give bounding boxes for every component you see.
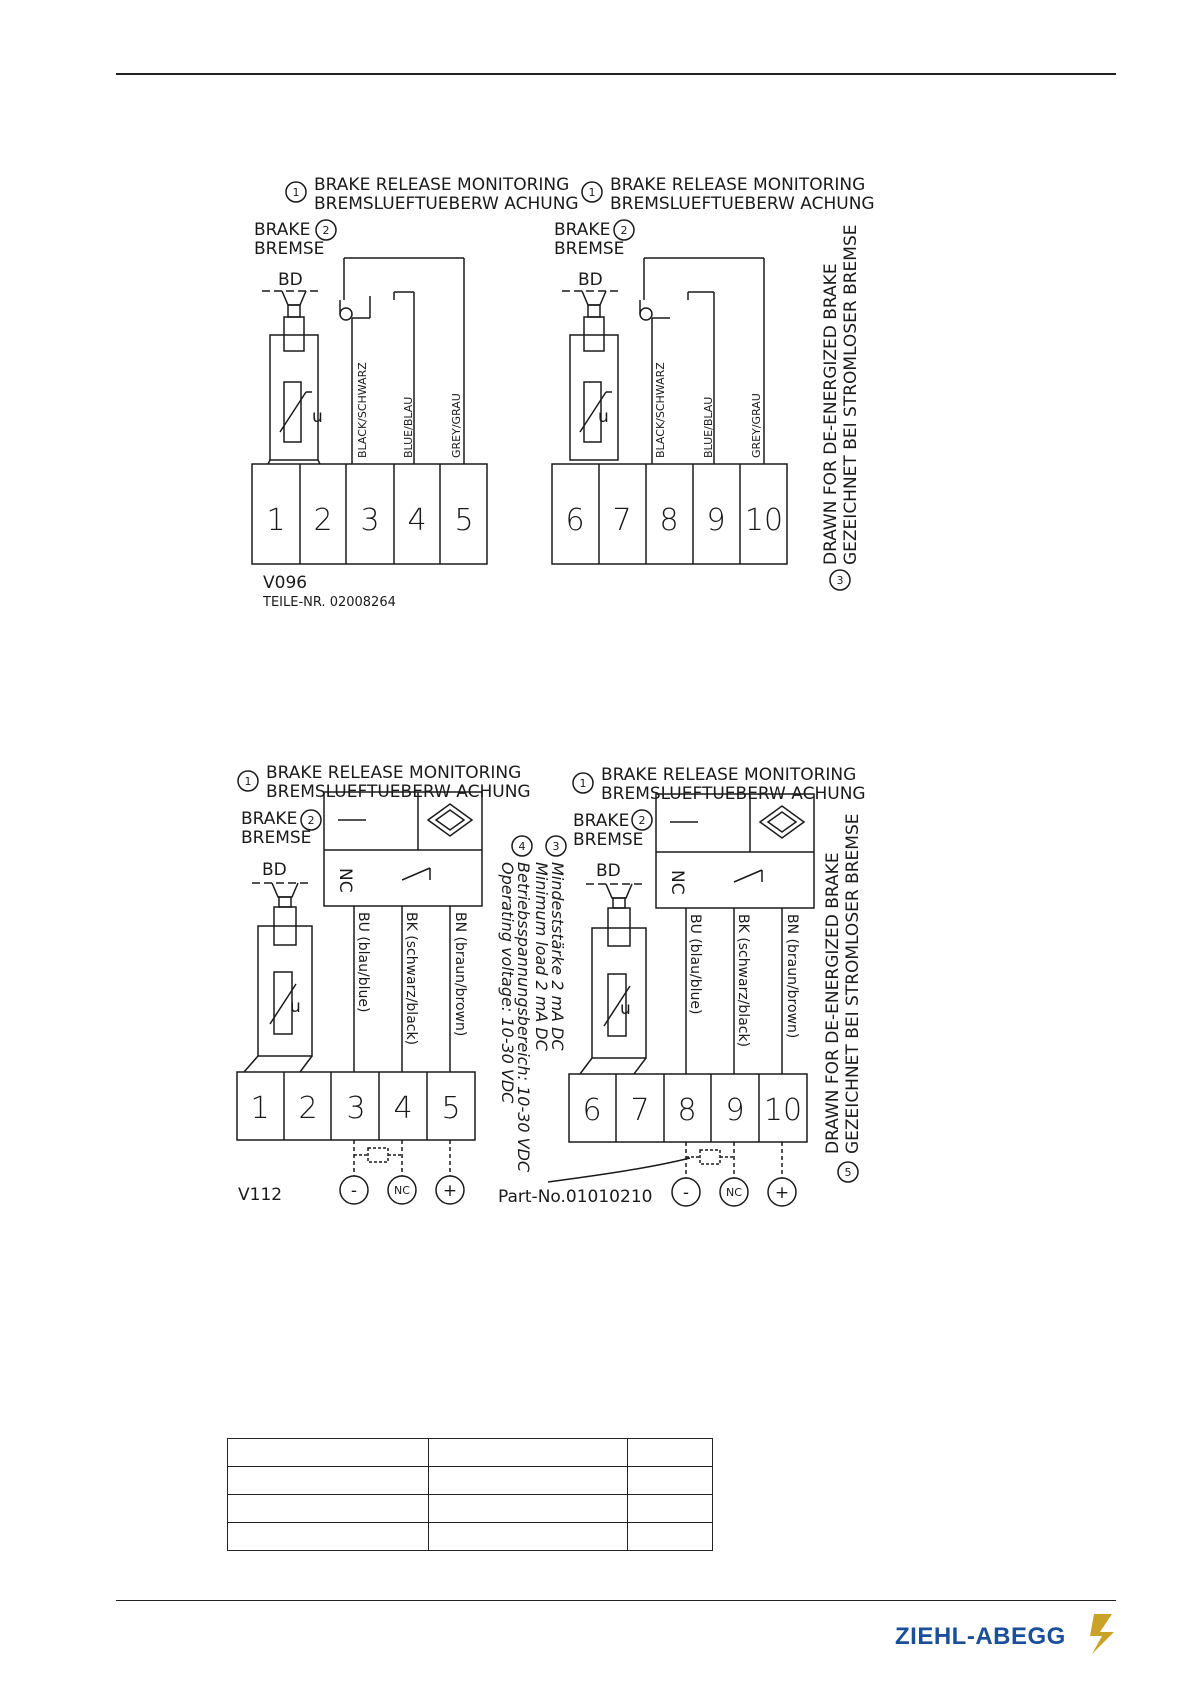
wire-label-grey: GREY/GRAU <box>450 393 463 458</box>
terminal-8: 8 <box>677 1093 697 1128</box>
wire-label-black: BLACK/SCHWARZ <box>654 362 667 458</box>
circle-2-label: 2 <box>638 814 646 827</box>
terminal-10: 10 <box>744 503 784 538</box>
wire-label-black: BLACK/SCHWARZ <box>356 362 369 458</box>
drawn-note-de: GEZEICHNET BEI STROMLOSER BREMSE <box>841 224 861 565</box>
monitor-title-en: BRAKE RELEASE MONITORING <box>610 175 866 195</box>
terminal-4: 4 <box>393 1091 413 1126</box>
bd-label: BD <box>596 861 621 881</box>
table-cell <box>228 1439 429 1467</box>
bd-label: BD <box>578 270 603 290</box>
diagram-v112 <box>237 763 866 1207</box>
circle-1-label: 1 <box>579 777 587 790</box>
nc-symbol: NC <box>394 1184 410 1197</box>
bd-label: BD <box>262 860 287 880</box>
u-label: u <box>598 407 609 427</box>
terminal-2: 2 <box>313 503 333 538</box>
wire-label-blue: BLUE/BLAU <box>402 396 415 458</box>
brake-label-en: BRAKE <box>573 811 630 831</box>
terminal-5: 5 <box>454 503 474 538</box>
terminal-8: 8 <box>659 503 679 538</box>
circle-2-label: 2 <box>322 224 330 237</box>
wire-label-bk: BK (schwarz/black) <box>403 912 419 1046</box>
monitor-title-de: BREMSLUEFTUEBERW ACHUNG <box>601 784 866 804</box>
u-label: u <box>620 999 631 1019</box>
terminal-7: 7 <box>630 1093 650 1128</box>
wire-label-bu: BU (blau/blue) <box>687 914 703 1015</box>
nc-symbol: NC <box>726 1186 742 1199</box>
diagram-code: V112 <box>238 1185 283 1205</box>
brake-label-en: BRAKE <box>241 809 298 829</box>
logo-text: ZIEHL-ABEGG <box>895 1623 1066 1650</box>
terminal-4: 4 <box>407 503 427 538</box>
empty-table <box>227 1438 713 1551</box>
table-cell <box>429 1523 628 1551</box>
wiring-block-6-10 <box>569 794 814 1206</box>
circle-3-label: 3 <box>552 840 560 853</box>
u-label: u <box>290 997 301 1017</box>
table-cell <box>228 1495 429 1523</box>
terminal-3: 3 <box>346 1091 366 1126</box>
brake-label-de: BREMSE <box>241 828 312 848</box>
brake-label-de: BREMSE <box>554 239 625 259</box>
circle-1-label: 1 <box>244 775 252 788</box>
table-cell <box>429 1467 628 1495</box>
drawn-note <box>821 225 861 590</box>
monitor-title-en: BRAKE RELEASE MONITORING <box>314 175 570 195</box>
voltage-de: Betriebsspannungsbereich: 10-30 VDC <box>514 862 533 1173</box>
table-cell <box>429 1439 628 1467</box>
terminal-1: 1 <box>250 1091 270 1126</box>
drawn-note-en: DRAWN FOR DE-ENERGIZED BRAKE <box>823 852 843 1154</box>
monitor-title-de: BREMSLUEFTUEBERW ACHUNG <box>314 194 579 214</box>
plus-symbol: + <box>442 1181 458 1201</box>
drawn-note-en: DRAWN FOR DE-ENERGIZED BRAKE <box>821 263 841 565</box>
logo-mark-icon <box>1088 1610 1118 1656</box>
bd-label: BD <box>278 270 303 290</box>
nc-label: NC <box>335 868 355 893</box>
nc-label: NC <box>667 870 687 895</box>
drawn-note-de: GEZEICHNET BEI STROMLOSER BREMSE <box>843 813 863 1154</box>
terminal-1: 1 <box>266 503 286 538</box>
wiring-block-1-5 <box>237 792 482 1205</box>
circle-2-label: 2 <box>307 814 315 827</box>
wire-label-blue: BLUE/BLAU <box>702 396 715 458</box>
monitor-title-en: BRAKE RELEASE MONITORING <box>266 763 522 783</box>
wire-label-bk: BK (schwarz/black) <box>735 914 751 1048</box>
terminal-5: 5 <box>441 1091 461 1126</box>
circle-2-label: 2 <box>620 224 628 237</box>
monitor-header-right <box>582 175 875 214</box>
brake-label-de: BREMSE <box>254 239 325 259</box>
wire-label-grey: GREY/GRAU <box>750 393 763 458</box>
diagram-code: V096 <box>263 573 308 593</box>
table-row <box>228 1467 713 1495</box>
wiring-block-6-10 <box>552 220 787 564</box>
u-label: u <box>312 407 323 427</box>
wire-label-bu: BU (blau/blue) <box>355 912 371 1013</box>
monitor-title-en: BRAKE RELEASE MONITORING <box>601 765 857 785</box>
terminal-9: 9 <box>725 1093 745 1128</box>
circle-1-label: 1 <box>588 186 596 199</box>
part-number: TEILE-NR. 02008264 <box>263 595 396 610</box>
diagram-v096 <box>252 175 875 610</box>
terminal-3: 3 <box>360 503 380 538</box>
table-row <box>228 1523 713 1551</box>
wire-label-bn: BN (braun/brown) <box>784 914 800 1039</box>
min-load-de: Mindeststärke 2 mA DC <box>548 862 567 1051</box>
wiring-block-1-5 <box>252 220 487 610</box>
table-cell <box>628 1439 713 1467</box>
brake-label-en: BRAKE <box>254 220 311 240</box>
terminal-6: 6 <box>582 1093 602 1128</box>
table-cell <box>628 1495 713 1523</box>
part-number: Part-No.01010210 <box>498 1187 653 1207</box>
monitor-header-left <box>238 763 531 802</box>
table-cell <box>228 1523 429 1551</box>
voltage-en: Operating voltage: 10-30 VDC <box>498 862 517 1104</box>
wire-label-bn: BN (braun/brown) <box>452 912 468 1037</box>
monitor-header-right <box>573 765 866 804</box>
table-row <box>228 1439 713 1467</box>
monitor-header-left <box>286 175 579 214</box>
circle-4-label: 4 <box>518 840 526 853</box>
monitor-title-de: BREMSLUEFTUEBERW ACHUNG <box>610 194 875 214</box>
ziehl-abegg-logo <box>895 1610 1120 1658</box>
table-cell <box>628 1523 713 1551</box>
circle-1-label: 1 <box>292 186 300 199</box>
terminal-7: 7 <box>612 503 632 538</box>
table-row <box>228 1495 713 1523</box>
sensor-notes <box>498 836 690 1207</box>
monitor-title-de: BREMSLUEFTUEBERW ACHUNG <box>266 782 531 802</box>
drawn-note <box>823 814 863 1182</box>
terminal-2: 2 <box>298 1091 318 1126</box>
footer-rule <box>116 1600 1116 1601</box>
circle-3-label: 3 <box>836 574 844 587</box>
table-cell <box>228 1467 429 1495</box>
table-cell <box>628 1467 713 1495</box>
min-load-en: Minimum load 2 mA DC <box>532 862 551 1051</box>
circle-5-label: 5 <box>844 1166 852 1179</box>
table-cell <box>429 1495 628 1523</box>
terminal-10: 10 <box>763 1093 803 1128</box>
minus-symbol: - <box>350 1181 358 1201</box>
plus-symbol: + <box>774 1183 790 1203</box>
terminal-6: 6 <box>565 503 585 538</box>
brake-label-en: BRAKE <box>554 220 611 240</box>
brake-label-de: BREMSE <box>573 830 644 850</box>
minus-symbol: - <box>682 1183 690 1203</box>
terminal-9: 9 <box>706 503 726 538</box>
